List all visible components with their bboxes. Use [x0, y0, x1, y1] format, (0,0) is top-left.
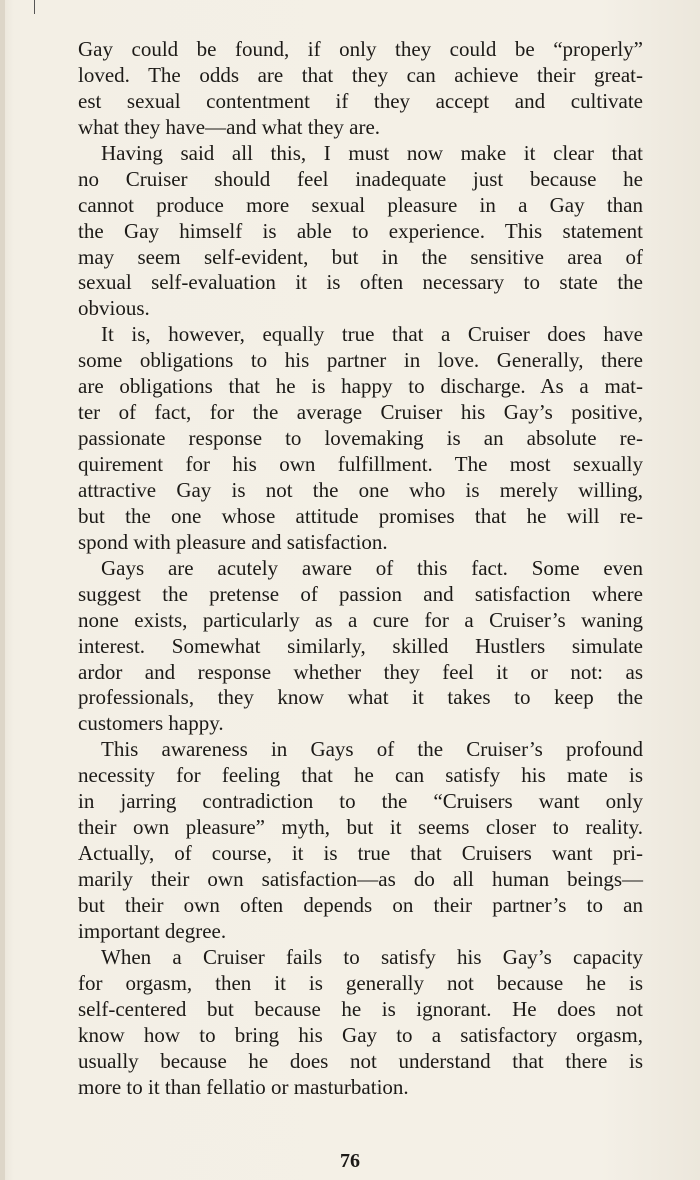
paragraph [78, 322, 643, 555]
text-line: ter of fact, for the average Cruiser his Gay’s positive, [78, 400, 643, 425]
text-line: est sexual contentment if they accept and cultivate [78, 88, 643, 113]
paragraph [78, 141, 643, 323]
margin-mark [34, 0, 35, 14]
text-line: attractive Gay is not the one who is merely willing, [78, 477, 643, 502]
text-line: usually because he does not understand that there is [78, 1048, 643, 1073]
paragraph [78, 556, 643, 738]
text-line: Gay could be found, if only they could be “properly” [78, 37, 643, 61]
paragraph [78, 37, 643, 141]
page-number: 76 [340, 1150, 360, 1172]
text-line: This awareness in Gays of the Cruiser’s profound [101, 737, 643, 762]
text-line: more to it than fellatio or masturbation. [78, 1074, 409, 1099]
text-line: When a Cruiser fails to satisfy his Gay’s capacity [101, 944, 643, 969]
text-line: spond with pleasure and satisfaction. [78, 529, 388, 554]
text-line: ardor and response whether they feel it or not: as [78, 659, 643, 684]
text-line: passionate response to lovemaking is an absolute re- [78, 426, 643, 451]
text-line: but the one whose attitude promises that he will re- [78, 503, 643, 528]
text-line: the Gay himself is able to experience. This statement [78, 218, 643, 243]
text-line: loved. The odds are that they can achieve their great- [78, 62, 643, 87]
text-line: marily their own satisfaction—as do all human beings— [78, 867, 643, 891]
paragraph [78, 945, 643, 1101]
text-line: may seem self-evident, but in the sensitive area of [78, 244, 643, 269]
text-line: cannot produce more sexual pleasure in a Gay than [78, 192, 643, 217]
text-line: Having said all this, I must now make it clear that [101, 140, 643, 165]
text-line: but their own often depends on their partner’s to an [78, 892, 643, 917]
page-edge [0, 0, 5, 1180]
text-line: suggest the pretense of passion and satisfaction where [78, 581, 643, 606]
text-line: It is, however, equally true that a Cruiser does have [101, 322, 643, 347]
text-line: Actually, of course, it is true that Cruisers want pri- [78, 841, 643, 866]
text-line: important degree. [78, 918, 227, 943]
text-line: interest. Somewhat similarly, skilled Hustlers simulate [78, 633, 643, 658]
text-line: self-centered but because he is ignorant. He does not [78, 996, 643, 1021]
text-line: what they have—and what they are. [78, 114, 381, 139]
text-line: sexual self-evaluation it is often necessary to state the [78, 270, 643, 295]
text-line: in jarring contradiction to the “Cruisers want only [78, 789, 643, 814]
text-line: none exists, particularly as a cure for a Cruiser’s waning [78, 607, 643, 632]
text-line: quirement for his own fulfillment. The most sexually [78, 452, 643, 476]
text-line: know how to bring his Gay to a satisfactory orgasm, [78, 1022, 643, 1047]
text-line: customers happy. [78, 711, 224, 736]
text-line: Gays are acutely aware of this fact. Some even [101, 555, 643, 580]
text-line: their own pleasure” myth, but it seems closer to reality. [78, 815, 643, 840]
text-line: obvious. [78, 296, 150, 321]
text-line: necessity for feeling that he can satisfy his mate is [78, 763, 643, 788]
text-line: for orgasm, then it is generally not because he is [78, 970, 643, 995]
text-line: professionals, they know what it takes to keep the [78, 685, 643, 710]
paragraph [78, 737, 643, 945]
body-text [78, 37, 643, 1100]
text-line: no Cruiser should feel inadequate just because he [78, 166, 643, 191]
text-line: are obligations that he is happy to discharge. As a mat- [78, 374, 643, 399]
text-line: some obligations to his partner in love. Generally, there [78, 348, 643, 373]
